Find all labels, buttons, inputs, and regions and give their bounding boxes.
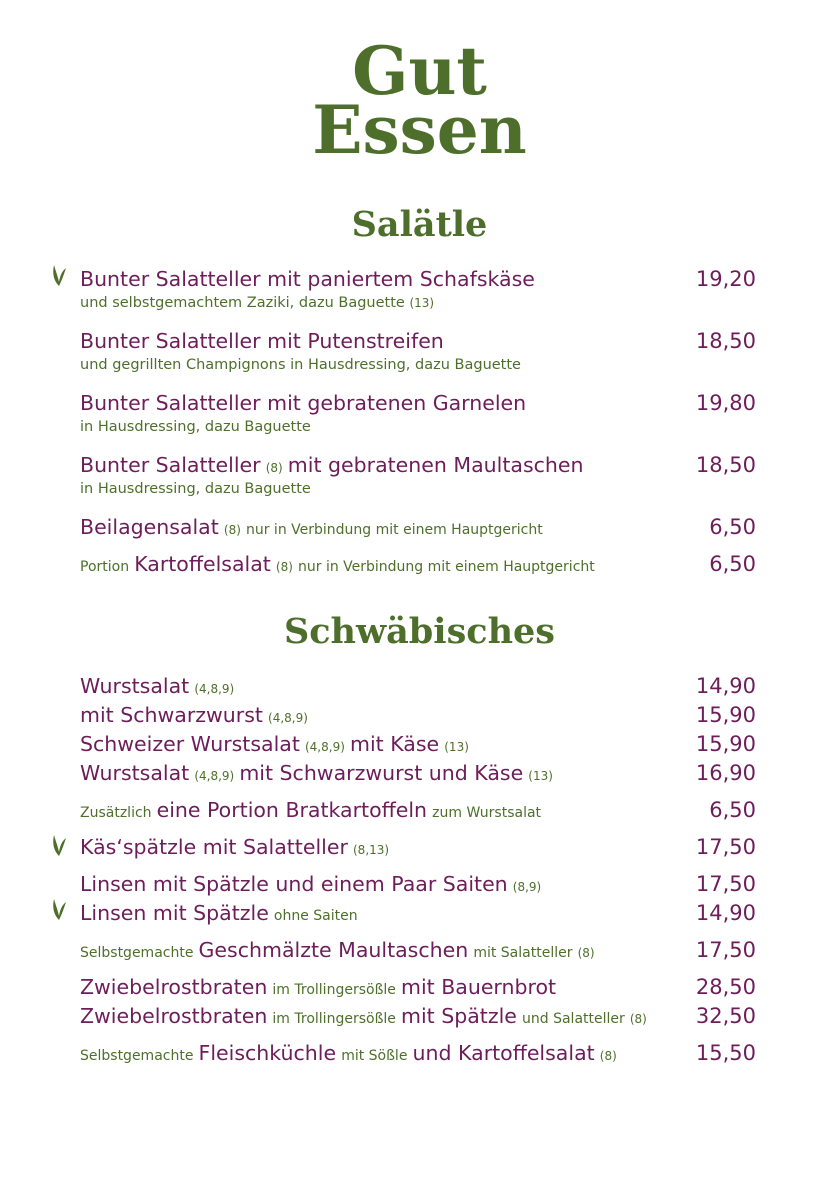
menu-item (80, 999, 756, 1028)
menu-item (80, 793, 756, 822)
item-name: Linsen mit Spätzle (80, 901, 269, 925)
description-text: und selbstgemachtem Zaziki, dazu Baguette (80, 295, 405, 311)
menu-item (80, 262, 756, 291)
menu-item (80, 867, 756, 896)
item-price: 14,90 (695, 674, 756, 698)
menu-item (80, 547, 756, 576)
item-name-cont: mit Schwarzwurst und Käse (239, 761, 524, 785)
item-name: Fleischküchle (198, 1041, 337, 1065)
item-extra: und Salatteller (522, 1011, 625, 1027)
item-description: in Hausdressing, dazu Baguette (80, 481, 311, 497)
menu-item (80, 669, 756, 698)
item-extra: nur in Verbindung mit einem Hauptgericht (245, 522, 543, 538)
item-name: Bunter Salatteller mit paniertem Schafskäse (80, 267, 535, 291)
item-name-cont: mit Bauernbrot (400, 975, 557, 999)
allergen-note: (8) (629, 1012, 647, 1026)
item-price: 6,50 (709, 515, 756, 539)
item-price: 17,50 (695, 938, 756, 962)
item-extra: mit Sößle (341, 1048, 408, 1064)
item-extra: zum Wurstsalat (432, 805, 542, 821)
menu-item (80, 448, 756, 477)
item-name: Käs‘spätzle mit Salatteller (80, 835, 348, 859)
menu-item (80, 1036, 756, 1065)
item-prefix: Selbstgemachte (80, 1048, 194, 1064)
item-name-cont: mit gebratenen Maultaschen (287, 453, 584, 477)
menu-item (80, 698, 756, 727)
item-name: Schweizer Wurstsalat (80, 732, 300, 756)
menu-item (80, 830, 756, 859)
menu-item (80, 510, 756, 539)
item-description (80, 295, 434, 311)
item-price: 6,50 (709, 798, 756, 822)
item-price: 17,50 (695, 835, 756, 859)
allergen-note: (8) (599, 1049, 617, 1063)
item-name-cont: und Kartoffelsalat (412, 1041, 595, 1065)
leaf-icon (50, 833, 68, 857)
menu-item (80, 970, 756, 999)
item-name: Linsen mit Spätzle und einem Paar Saiten (80, 872, 508, 896)
item-name: Zwiebelrostbraten (80, 1004, 268, 1028)
allergen-note: (8) (577, 946, 595, 960)
item-price: 18,50 (695, 453, 756, 477)
menu-item (80, 727, 756, 756)
item-name: Wurstsalat (80, 674, 190, 698)
item-price: 16,90 (695, 761, 756, 785)
item-extra: mit Salatteller (473, 945, 573, 961)
menu-item (80, 896, 756, 925)
item-extra: ohne Saiten (273, 908, 358, 924)
item-price: 32,50 (695, 1004, 756, 1028)
item-price: 17,50 (695, 872, 756, 896)
item-prefix: Selbstgemachte (80, 945, 194, 961)
allergen-note: (8) (223, 523, 241, 537)
item-price: 15,50 (695, 1041, 756, 1065)
menu-item (80, 933, 756, 962)
title-line-1: Gut (352, 32, 487, 110)
item-name-cont: mit Spätzle (400, 1004, 517, 1028)
menu-item (80, 324, 756, 353)
item-name: Bunter Salatteller (80, 453, 261, 477)
item-name: eine Portion Bratkartoffeln (156, 798, 428, 822)
menu-item (80, 756, 756, 785)
item-name: mit Schwarzwurst (80, 703, 263, 727)
item-extra: nur in Verbindung mit einem Hauptgericht (298, 559, 595, 575)
section-heading-schwaebisch: Schwäbisches (283, 611, 556, 652)
item-price: 15,90 (695, 732, 756, 756)
section-heading-salate: Salätle (351, 204, 488, 245)
item-name: Bunter Salatteller mit gebratenen Garnelen (80, 391, 527, 415)
leaf-icon (50, 263, 68, 287)
item-prefix: Zusätzlich (80, 805, 152, 821)
allergen-note: (4,8,9) (194, 682, 235, 696)
allergen-note: (8) (265, 461, 283, 475)
allergen-note: (13) (409, 296, 435, 310)
item-name: Kartoffelsalat (134, 552, 271, 576)
allergen-note: (4,8,9) (268, 711, 308, 725)
item-price: 18,50 (695, 329, 756, 353)
item-price: 14,90 (695, 901, 756, 925)
allergen-note: (4,8,9) (194, 769, 235, 783)
item-price: 19,20 (695, 267, 756, 291)
item-description: in Hausdressing, dazu Baguette (80, 419, 311, 435)
item-extra: im Trollingersößle (272, 1011, 396, 1027)
item-price: 19,80 (695, 391, 756, 415)
item-price: 28,50 (695, 975, 756, 999)
menu-item (80, 386, 756, 415)
item-name-cont: mit Käse (349, 732, 440, 756)
allergen-note: (13) (528, 769, 553, 783)
item-prefix: Portion (80, 559, 130, 575)
item-name: Geschmälzte Maultaschen (198, 938, 469, 962)
item-description: und gegrillten Champignons in Hausdressing, dazu Baguette (80, 357, 521, 373)
allergen-note: (8,9) (512, 880, 542, 894)
item-name: Bunter Salatteller mit Putenstreifen (80, 329, 444, 353)
allergen-note: (4,8,9) (304, 740, 345, 754)
allergen-note: (13) (444, 740, 469, 754)
item-name: Beilagensalat (80, 515, 219, 539)
leaf-icon (50, 897, 68, 921)
item-price: 15,90 (695, 703, 756, 727)
item-price: 6,50 (709, 552, 756, 576)
item-name: Wurstsalat (80, 761, 190, 785)
allergen-note: (8,13) (353, 843, 390, 857)
title-line-2: Essen (312, 91, 527, 169)
item-extra: im Trollingersößle (272, 982, 396, 998)
item-name: Zwiebelrostbraten (80, 975, 268, 999)
allergen-note: (8) (275, 560, 293, 574)
